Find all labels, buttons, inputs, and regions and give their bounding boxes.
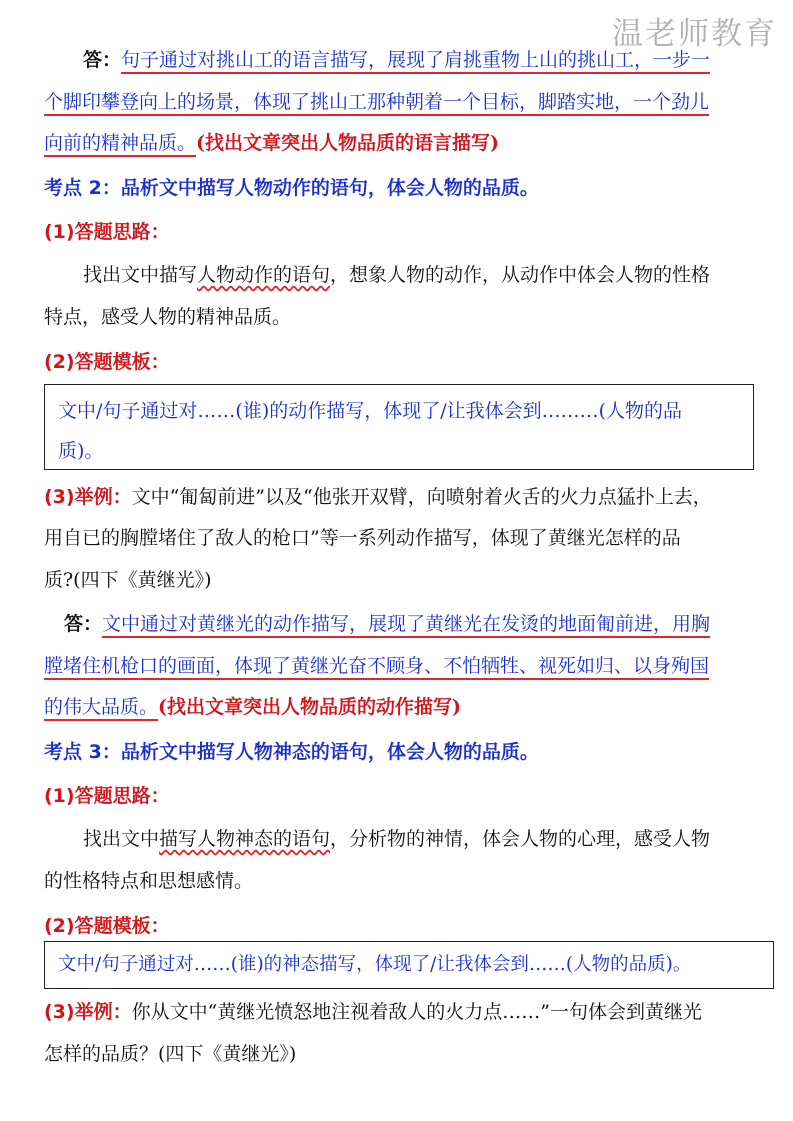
template-box [44, 941, 774, 989]
example-text: 你从文中“黄继光愤怒地注视着敌人的火力点……”一句体会到黄继光 [131, 1001, 703, 1023]
answer-label: 答： [64, 613, 103, 635]
example-line: 质?(四下《黄继光》) [44, 569, 212, 591]
example-line: 怎样的品质？(四下《黄继光》) [44, 1043, 297, 1065]
idea-text: ，分析物的神情，体会人物的心理，感受人物 [330, 828, 711, 850]
answer-note: (找出文章突出人物品质的动作描写) [158, 696, 461, 718]
answer-text: 文中通过对黄继光的动作描写，展现了黄继光在发烫的地面匍前进，用胸 [102, 613, 710, 638]
template-line: 文中/句子通过对……(谁)的动作描写，体现了/让我体会到………(人物的品 [58, 400, 683, 422]
idea-highlight: 人物动作的语句 [197, 264, 331, 286]
template-line: 文中/句子通过对……(谁)的神态描写，体现了/让我体会到……(人物的品质)。 [58, 954, 692, 975]
answer-line [83, 46, 710, 74]
answer-line [64, 610, 710, 638]
answer-line [44, 693, 461, 721]
template-label: (2)答题模板： [44, 351, 170, 373]
answer-text: 个脚印攀登向上的场景，体现了挑山工那种朝着一个目标，脚踏实地，一个劲儿 [44, 91, 709, 116]
idea-label: (1)答题思路： [44, 221, 170, 243]
example-line [44, 998, 702, 1026]
answer-label: 答： [83, 49, 122, 71]
example-text: 文中“匍匐前进”以及“他张开双臂，向喷射着火舌的火力点猛扑上去， [131, 486, 712, 508]
template-line: 质)。 [58, 440, 104, 462]
idea-line: 特点，感受人物的精神品质。 [44, 306, 292, 328]
idea-line [83, 825, 710, 853]
answer-note: (找出文章突出人物品质的语言描写) [196, 132, 499, 154]
template-box [44, 384, 754, 470]
example-line [44, 483, 712, 511]
example-line: 用自已的胸膛堵住了敌人的枪口”等一系列动作描写，体现了黄继光怎样的品 [44, 527, 681, 549]
example-label: (3)举例： [44, 1001, 132, 1023]
answer-line [44, 88, 709, 116]
section-heading: 考点 2：品析文中描写人物动作的语句，体会人物的品质。 [44, 177, 539, 199]
answer-text: 的伟大品质。 [44, 696, 158, 721]
answer-line [44, 129, 499, 157]
answer-text: 膛堵住机枪口的画面，体现了黄继光奋不顾身、不怕牺牲、视死如归、以身殉国 [44, 655, 709, 680]
answer-line [44, 652, 709, 680]
idea-text: 找出文中描写 [83, 264, 198, 286]
idea-highlight: 描写人物神态的语句 [159, 828, 331, 850]
section-heading: 考点 3：品析文中描写人物神态的语句，体会人物的品质。 [44, 741, 539, 763]
template-label: (2)答题模板： [44, 915, 170, 937]
idea-text: ，想象人物的动作，从动作中体会人物的性格 [330, 264, 711, 286]
answer-text: 向前的精神品质。 [44, 132, 196, 157]
example-label: (3)举例： [44, 486, 132, 508]
watermark: 温老师教育 [612, 16, 777, 52]
idea-line [83, 261, 710, 289]
answer-text: 句子通过对挑山工的语言描写，展现了肩挑重物上山的挑山工，一步一 [121, 49, 710, 74]
idea-text: 找出文中 [83, 828, 160, 850]
idea-label: (1)答题思路： [44, 785, 170, 807]
idea-line: 的性格特点和思想感情。 [44, 870, 254, 892]
